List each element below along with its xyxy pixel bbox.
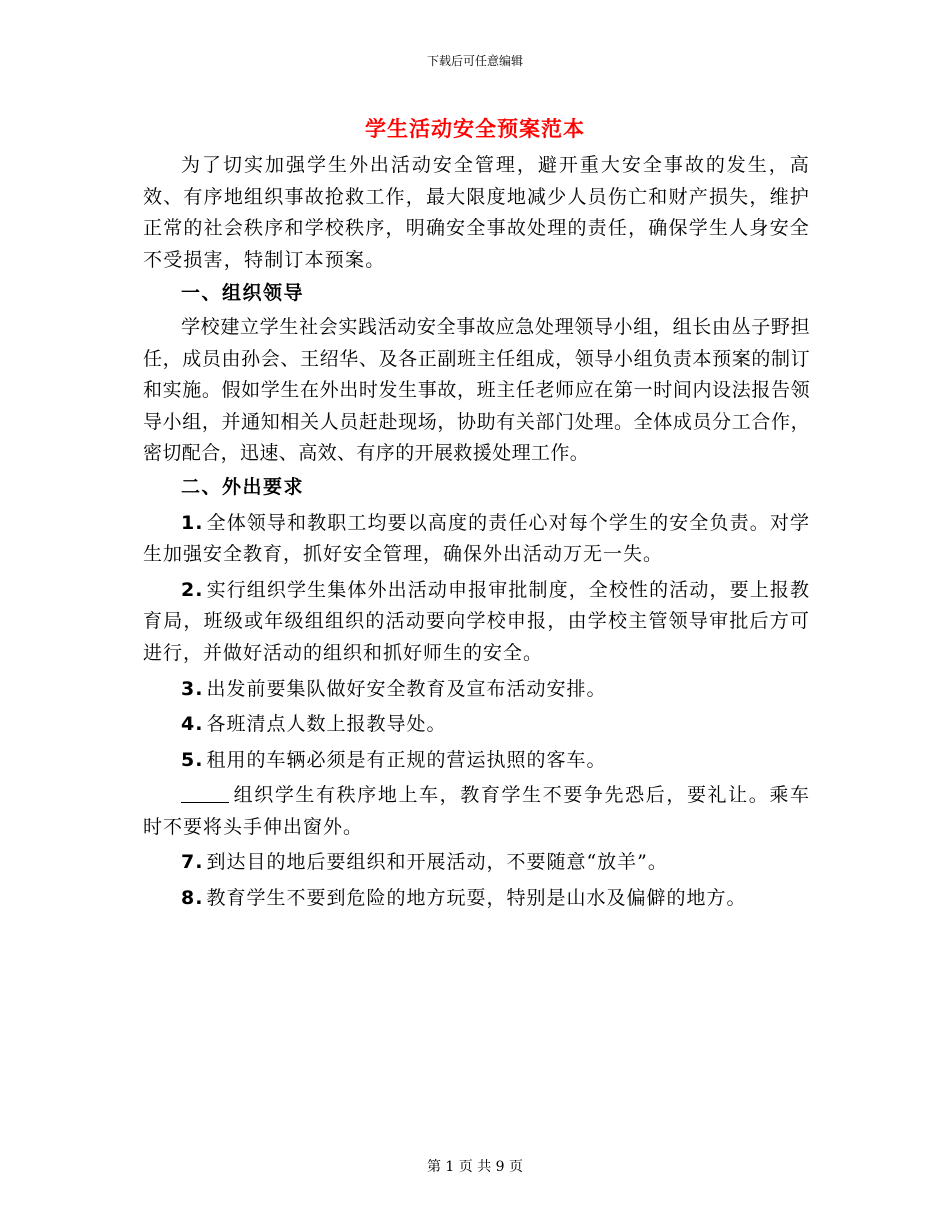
requirement-number: 1.	[181, 511, 204, 534]
requirement-item	[143, 573, 810, 672]
requirement-item	[143, 506, 810, 573]
blank-underline	[181, 784, 229, 803]
requirement-text: 租用的车辆必须是有正规的营运执照的客车。	[206, 748, 607, 771]
requirement-item	[143, 672, 810, 708]
page-header-note: 下载后可任意编辑	[426, 54, 523, 68]
requirement-item	[143, 707, 810, 743]
requirement-item	[143, 881, 810, 917]
requirement-text: 各班清点人数上报教导处。	[206, 713, 447, 736]
requirement-text: 实行组织学生集体外出活动申报审批制度，全校性的活动，要上报教育局，班级或年级组组织的活动要向学校申报，由学校主管领导审批后方可进行，并做好活动的组织和抓好师生的安全。	[143, 578, 810, 664]
page-number: 第 1 页 共 9 页	[426, 1159, 524, 1175]
requirement-item	[143, 845, 810, 881]
requirement-text: 组织学生有秩序地上车，教育学生不要争先恐后，要礼让。乘车时不要将头手伸出窗外。	[143, 784, 810, 838]
organization-paragraph: 学校建立学生社会实践活动安全事故应急处理领导小组，组长由丛子野担任，成员由孙会、王绍华、及各正副班主任组成，领导小组负责本预案的制订和实施。假如学生在外出时发生事故，班主任老师应在第一时间内设法报告领导小组，并通知相关人员赶赴现场，协助有关部门处理。全体成员分工合作，密切配合，迅速、高效、有序的开展救援处理工作。	[143, 315, 810, 465]
requirement-text: 全体领导和教职工均要以高度的责任心对每个学生的安全负责。对学生加强安全教育，抓好安全管理，确保外出活动万无一失。	[143, 511, 810, 566]
document-body	[143, 150, 810, 917]
requirement-text: 教育学生不要到危险的地方玩耍，特别是山水及偏僻的地方。	[206, 887, 747, 910]
requirement-number: 3.	[181, 677, 204, 700]
intro-paragraph: 为了切实加强学生外出活动安全管理，避开重大安全事故的发生，高效、有序地组织事故抢救工作，最大限度地减少人员伤亡和财产损失，维护正常的社会秩序和学校秩序，明确安全事故处理的责任，确保学生人身安全不受损害，特制订本预案。	[143, 154, 810, 271]
section-heading-requirements: 二、外出要求	[181, 475, 305, 498]
requirement-number: 5.	[181, 748, 204, 771]
requirement-number: 8.	[181, 887, 204, 910]
requirement-number: 4.	[181, 713, 204, 736]
requirement-item	[143, 743, 810, 779]
requirement-number: 7.	[181, 851, 204, 874]
section-heading-organization: 一、组织领导	[181, 282, 305, 305]
document-title: 学生活动安全预案范本	[365, 116, 585, 141]
requirement-text: 到达目的地后要组织和开展活动，不要随意“放羊”。	[206, 851, 668, 874]
requirement-text: 出发前要集队做好安全教育及宣布活动安排。	[206, 677, 607, 700]
requirement-item	[143, 778, 810, 845]
requirement-number: 2.	[181, 578, 204, 601]
